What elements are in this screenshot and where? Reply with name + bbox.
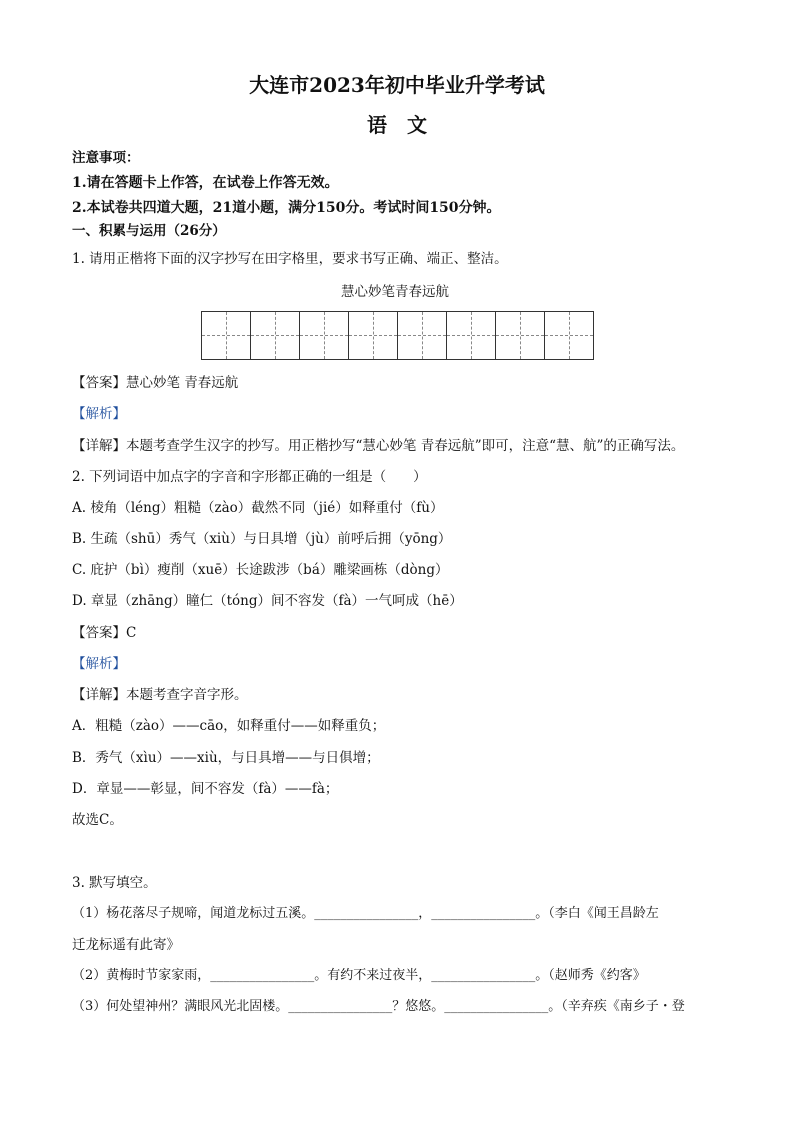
grid-cell	[398, 312, 447, 359]
question-1-analysis: 【解析】	[72, 406, 126, 422]
grid-cell	[496, 312, 545, 359]
grid-cell	[349, 312, 398, 359]
exam-title: 大连市2023年初中毕业升学考试	[249, 73, 545, 97]
question-2-analysis: 【解析】	[72, 656, 126, 672]
grid-cell	[300, 312, 349, 359]
notice-heading: 注意事项：	[72, 150, 140, 166]
question-2-answer: 【答案】C	[72, 625, 137, 641]
section-heading: 一、积累与运用（26分）	[72, 223, 226, 239]
question-2-option-c: C. 庇护（bì）瘦削（xuē）长途跋涉（bá）雕梁画栋（dòng）	[72, 562, 449, 578]
grid-cell	[251, 312, 300, 359]
notice-item-2: 2.本试卷共四道大题，21道小题，满分150分。考试时间150分钟。	[72, 200, 501, 216]
tianzi-grid	[201, 311, 594, 360]
question-2-stem: 2. 下列词语中加点字的字音和字形都正确的一组是（ ）	[72, 469, 427, 485]
question-2-explanation-d: D．章显——彰显，间不容发（fà）——fà；	[72, 781, 339, 797]
question-2-explanation-a: A．粗糙（zào）——cāo，如释重付——如释重负；	[72, 718, 386, 734]
question-2-conclusion: 故选C。	[72, 812, 123, 828]
question-1-stem: 1. 请用正楷将下面的汉字抄写在田字格里，要求书写正确、端正、整洁。	[72, 251, 508, 267]
question-3-line-1-cont: 迁龙标遥有此寄》	[72, 937, 180, 953]
question-3-line-3: （3）何处望神州？满眼风光北固楼。________________？悠悠。________________。（辛弃疾《南乡子・登	[72, 999, 685, 1014]
question-2-option-b: B. 生疏（shū）秀气（xiù）与日具增（jù）前呼后拥（yōng）	[72, 531, 452, 547]
question-2-explanation-b: B．秀气（xìu）——xiù，与日具增——与日俱增；	[72, 750, 380, 766]
question-1-detail: 【详解】本题考查学生汉字的抄写。用正楷抄写“慧心妙笔 青春远航”即可，注意“慧、航”的正确写法。	[72, 438, 685, 454]
question-3-line-1: （1）杨花落尽子规啼，闻道龙标过五溪。________________，________________。（李白《闻王昌龄左	[72, 906, 659, 921]
question-2-detail: 【详解】本题考查字音字形。	[72, 687, 248, 703]
notice-item-1: 1.请在答题卡上作答，在试卷上作答无效。	[72, 175, 339, 191]
question-3-line-2: （2）黄梅时节家家雨，________________。有约不来过夜半，________________。（赵师秀《约客》	[72, 968, 646, 983]
grid-cell	[545, 312, 593, 359]
question-2-option-d: D. 章显（zhāng）瞳仁（tóng）间不容发（fà）一气呵成（hē）	[72, 593, 463, 609]
question-2-option-a: A. 棱角（léng）粗糙（zào）截然不同（jié）如释重付（fù）	[72, 500, 444, 516]
grid-cell	[447, 312, 496, 359]
question-1-answer: 【答案】慧心妙笔 青春远航	[72, 375, 239, 391]
copy-phrase: 慧心妙笔青春远航	[341, 284, 449, 300]
subject-title: 语 文	[367, 113, 427, 137]
question-3-stem: 3. 默写填空。	[72, 875, 157, 891]
grid-cell	[202, 312, 251, 359]
